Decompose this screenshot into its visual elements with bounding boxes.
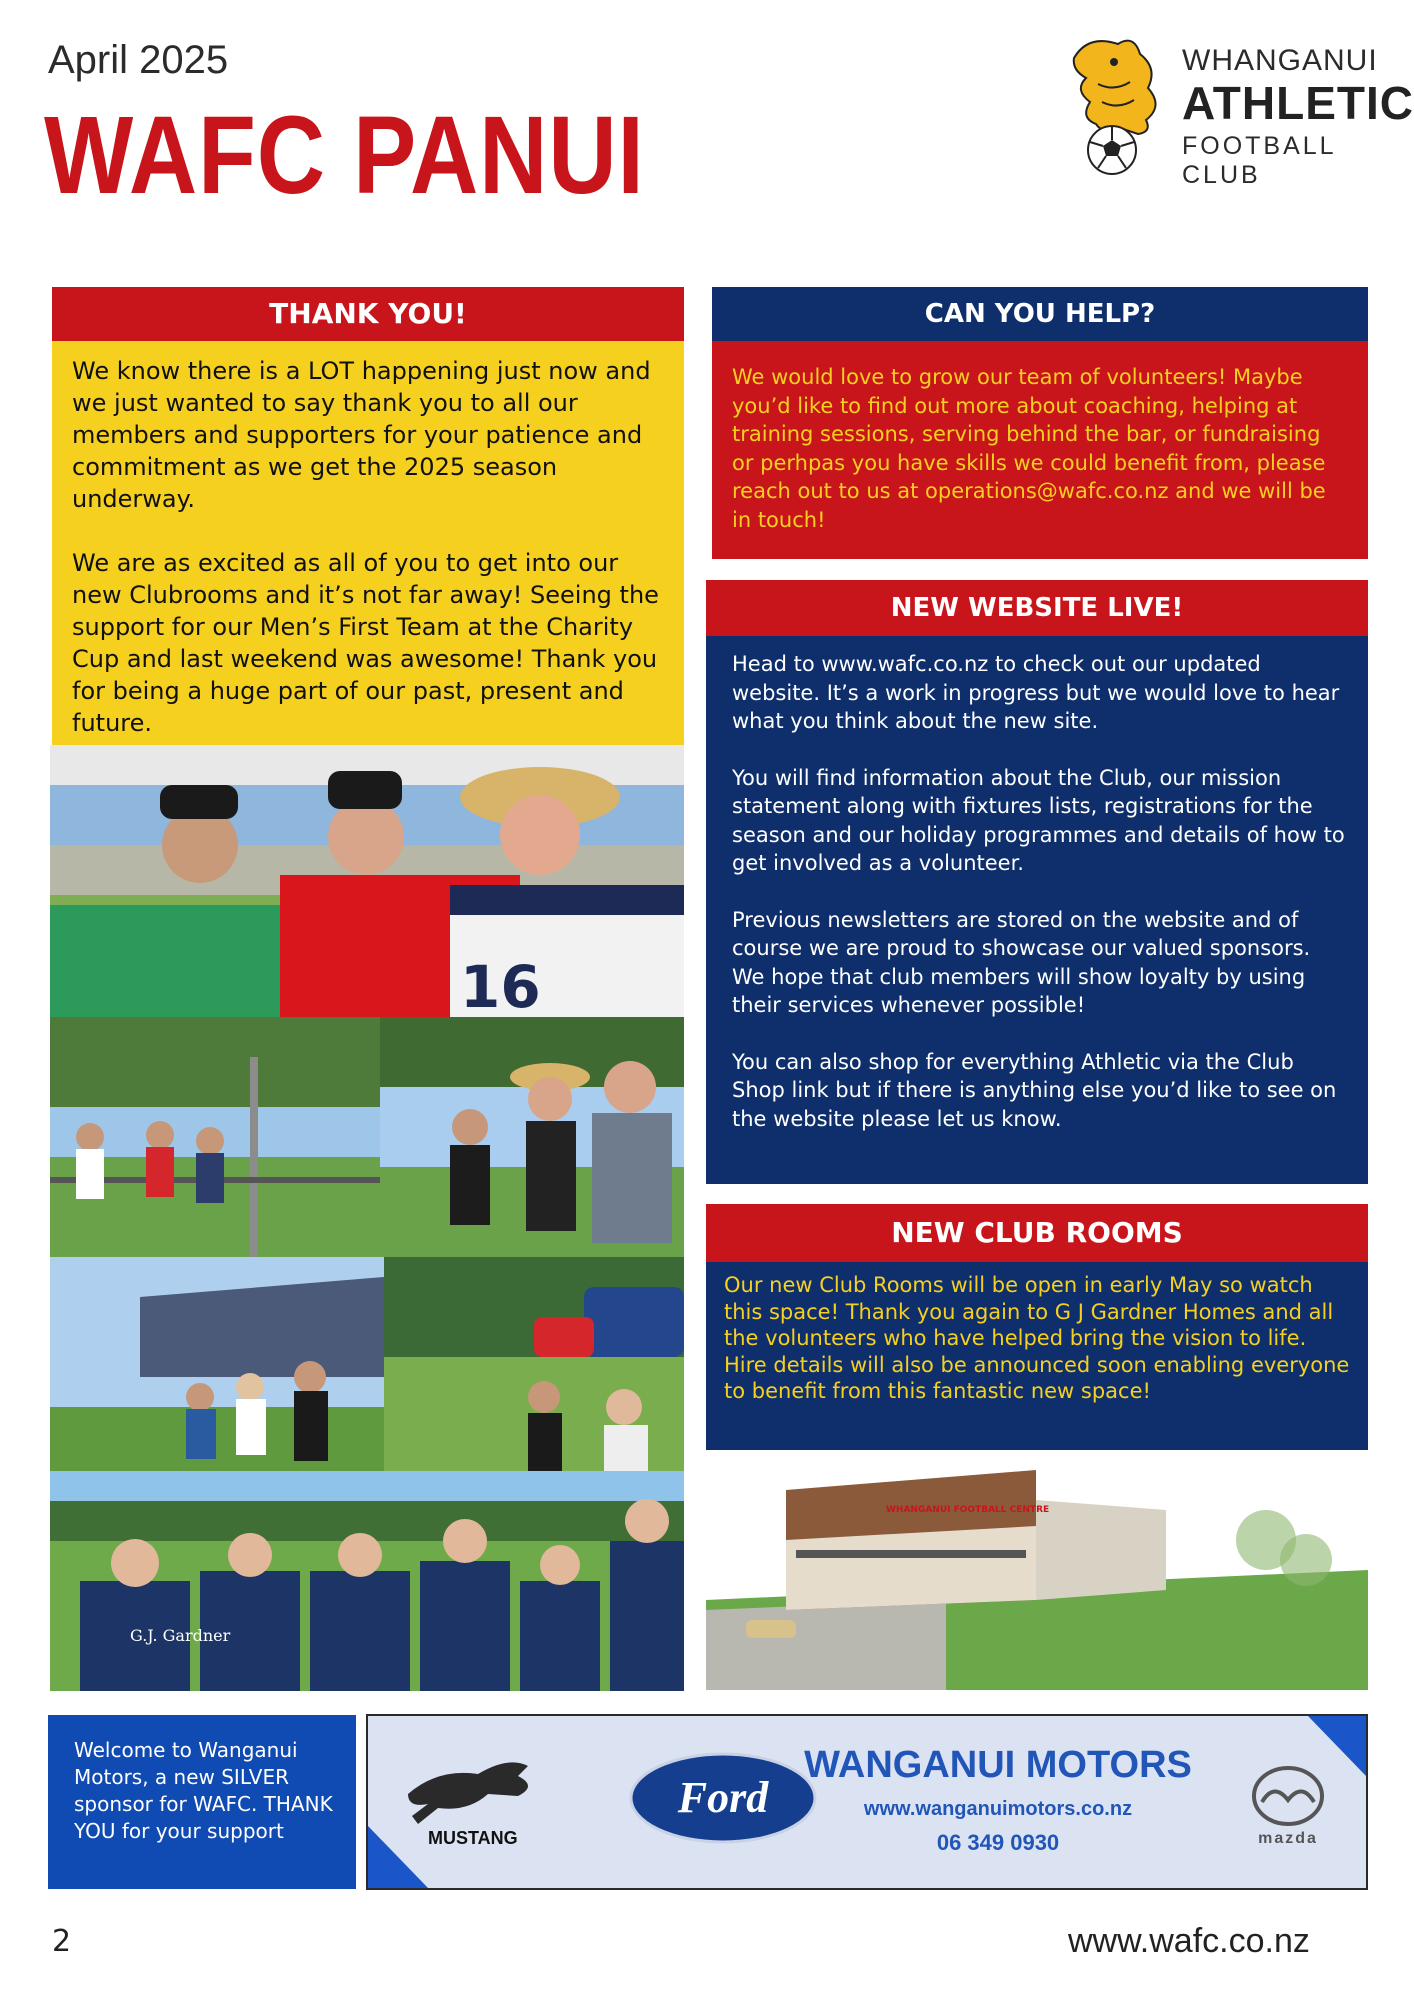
mazda-label: mazda [1258, 1830, 1318, 1847]
thank-you-para-2: We are as excited as all of you to get into our new Clubrooms and it’s not far away! Seeing the support for our Men’s First Team at the Charity Cup and last weekend was awesome! Thank you for being a huge part of our past, present and future. [72, 549, 659, 737]
website-para-4: You can also shop for everything Athletic via the Club Shop link but if there is anything else you’d like to see on the website please let us know. [732, 1049, 1337, 1131]
wanganui-motors-advert[interactable] [366, 1714, 1368, 1890]
photo-sideline-crowd [50, 1017, 380, 1257]
club-rooms-body: Our new Club Rooms will be open in early May so watch this space! Thank you again to G J Gardner Homes and all the volunteers who have helped bring the vision to life. Hire details will also be announced soon enabling everyone to benefit from this fantastic new space! [706, 1262, 1368, 1450]
page-number: 2 [52, 1924, 72, 1959]
thank-you-body [52, 341, 684, 745]
website-para-2: You will find information about the Club, our mission statement along with fixtures lists, registrations for the season and our holiday programmes and details of how to get involved as a volunteer. [732, 765, 1345, 875]
newsletter-title: WAFC PANUI [44, 94, 645, 217]
club-rooms-heading: NEW CLUB ROOMS [706, 1204, 1368, 1262]
lion-crest-icon [1074, 41, 1156, 134]
clubrooms-sign-text: WHANGANUI FOOTBALL CENTRE [886, 1505, 1050, 1515]
photo-supporters-group [50, 745, 684, 1017]
thank-you-para-1: We know there is a LOT happening just now and we just wanted to say thank you to all our members and supporters for your patience and commitment as we get the 2025 season underway. [72, 357, 651, 513]
shirt-number-text: 16 [460, 953, 541, 1017]
wanganui-motors-name: WANGANUI MOTORS [804, 1744, 1192, 1786]
issue-date: April 2025 [48, 38, 229, 82]
photo-supporters-cars [384, 1257, 684, 1471]
logo-text-athletic: ATHLETIC [1182, 77, 1414, 129]
photo-supporters-fence [380, 1017, 684, 1257]
new-website-body [706, 636, 1368, 1184]
football-icon [1088, 126, 1136, 174]
sponsor-welcome-box: Welcome to Wanganui Motors, a new SILVER sponsor for WAFC. THANK YOU for your support [48, 1715, 356, 1889]
can-you-help-body: We would love to grow our team of volunteers! Maybe you’d like to find out more about coaching, helping at training sessions, serving behind the bar, or fundraising or perhpas you have skills we could benefit from, please reach out to us at operations@wafc.co.nz and we will be in touch! [712, 341, 1368, 559]
logo-text-whanganui: WHANGANUI [1182, 44, 1378, 77]
website-para-1: Head to www.wafc.co.nz to check out our updated website. It’s a work in progress but we would love to hear what you think about the new site. [732, 652, 1340, 733]
thank-you-heading: THANK YOU! [52, 287, 684, 341]
logo-text-football-club: FOOTBALL CLUB [1182, 132, 1336, 189]
ford-label: Ford [677, 1773, 769, 1822]
website-para-3: Previous newsletters are stored on the website and of course we are proud to showcase our valued sponsors. We hope that club members will show loyalty by using their services whenever possible! [732, 907, 1311, 1017]
can-you-help-heading: CAN YOU HELP? [712, 287, 1368, 341]
clubrooms-render-image [706, 1450, 1368, 1690]
photo-junior-players [50, 1471, 684, 1691]
shirt-sponsor-text: G.J. Gardner [130, 1626, 231, 1645]
mustang-label: MUSTANG [428, 1828, 518, 1848]
photo-grandstand-crowd [50, 1257, 384, 1471]
new-website-heading: NEW WEBSITE LIVE! [706, 580, 1368, 636]
footer-website-link[interactable]: www.wafc.co.nz [1068, 1922, 1310, 1960]
wanganui-motors-phone[interactable]: 06 349 0930 [936, 1830, 1060, 1855]
wanganui-motors-url[interactable]: www.wanganuimotors.co.nz [863, 1798, 1133, 1820]
